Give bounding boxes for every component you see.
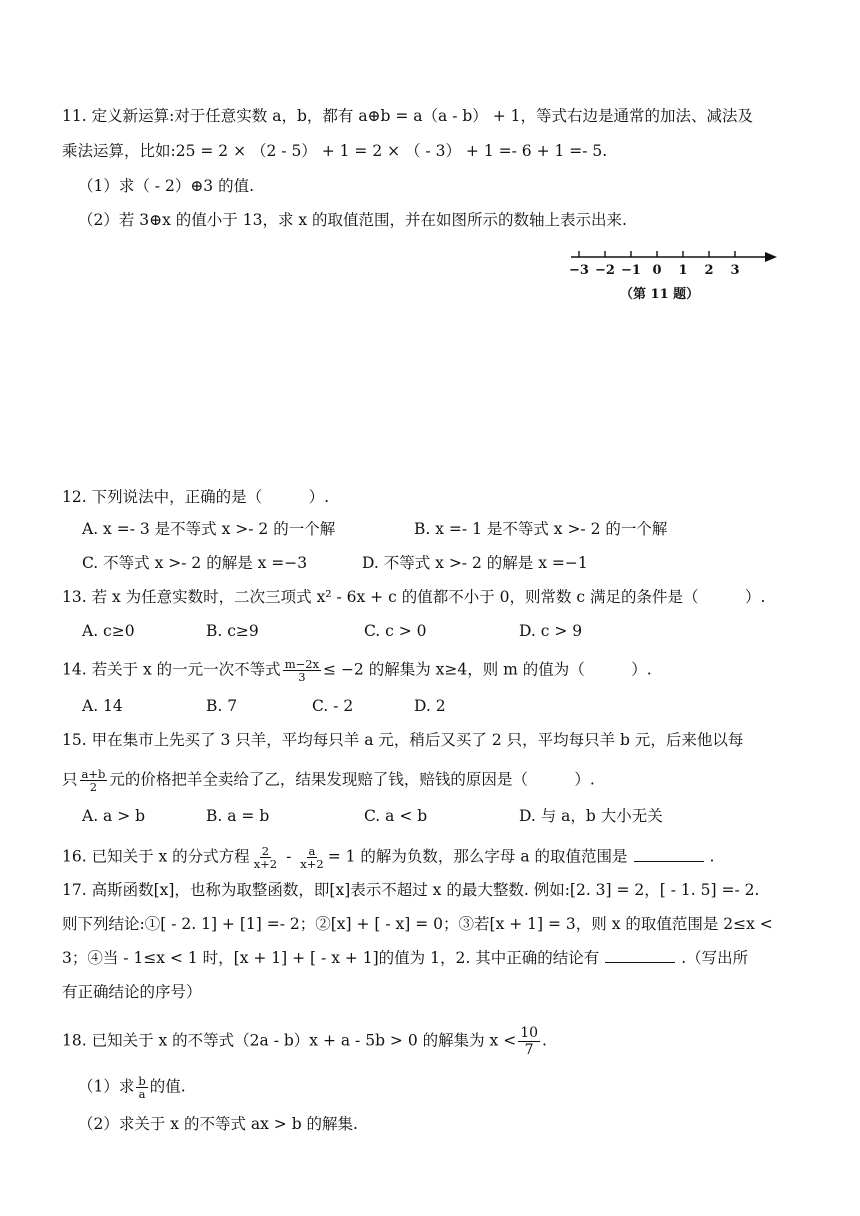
q13-option-b: B. c≥9 bbox=[206, 622, 259, 640]
q16-fraction-2-numerator: a bbox=[308, 844, 316, 858]
q16-fraction-1 bbox=[252, 845, 279, 870]
q15-option-d: D. 与 a，b 大小无关 bbox=[519, 807, 663, 825]
q14-stem-after: ≤ −2 的解集为 x≥4，则 m 的值为（ ）. bbox=[323, 660, 652, 679]
q13-option-d: D. c > 9 bbox=[519, 622, 583, 640]
q18-stem bbox=[62, 1025, 547, 1058]
q18-stem-before: 18. 已知关于 x 的不等式（2a - b）x + a - 5b > 0 的解集为 x < bbox=[62, 1031, 517, 1050]
q16-stem-end: . bbox=[709, 847, 715, 866]
q12-stem: 12. 下列说法中，正确的是（ ）. bbox=[62, 488, 330, 506]
q18-part-1 bbox=[78, 1075, 186, 1100]
number-line-tick-label: −2 bbox=[595, 263, 615, 278]
number-line-tick-label: −3 bbox=[569, 263, 589, 278]
q18-fraction-numerator: 10 bbox=[520, 1025, 539, 1041]
q18-part-1-denominator: a bbox=[138, 1087, 146, 1101]
q16-fraction-1-numerator: 2 bbox=[261, 844, 270, 858]
q14-stem bbox=[62, 658, 652, 683]
q13-option-a: A. c≥0 bbox=[82, 622, 135, 640]
q16-stem-after: = 1 的解为负数，那么字母 a 的取值范围是 bbox=[327, 847, 628, 866]
q18-fraction-denominator: 7 bbox=[524, 1042, 534, 1058]
q16-fraction-2-denominator: x+2 bbox=[300, 857, 324, 871]
q17-line-3-before: 3；④当 - 1≤x < 1 时，[x + 1] + [ - x + 1]的值为 1，2. 其中正确的结论有 bbox=[62, 949, 600, 967]
q15-option-a: A. a > b bbox=[82, 807, 146, 825]
q15-line-2-before: 只 bbox=[62, 770, 78, 789]
number-line-tick-label: −1 bbox=[621, 263, 641, 278]
q11-part-1: （1）求（ - 2）⊕3 的值. bbox=[78, 177, 255, 195]
q18-part-1-after: 的值. bbox=[149, 1077, 186, 1096]
q18-part-1-numerator: b bbox=[138, 1074, 146, 1088]
q15-line-2-after: 元的价格把羊全卖给了乙，结果发现赔了钱，赔钱的原因是（ ）. bbox=[109, 770, 595, 789]
q15-option-c: C. a < b bbox=[364, 807, 428, 825]
q18-fraction bbox=[518, 1025, 540, 1058]
q14-fraction-numerator: m−2x bbox=[284, 657, 320, 671]
q16-stem bbox=[62, 845, 714, 870]
q12-option-b: B. x =- 1 是不等式 x >- 2 的一个解 bbox=[414, 520, 668, 538]
q14-fraction-denominator: 3 bbox=[298, 670, 306, 684]
q11-line-2: 乘法运算，比如:25 = 2 × （2 - 5） + 1 = 2 × （ - 3） + 1 =- 6 + 1 =- 5. bbox=[62, 142, 608, 160]
q11-line-1: 11. 定义新运算:对于任意实数 a，b，都有 a⊕b = a（a - b） + 1，等式右边是通常的加法、减法及 bbox=[62, 107, 754, 125]
q13-option-c: C. c > 0 bbox=[364, 622, 427, 640]
q12-option-c: C. 不等式 x >- 2 的解是 x =−3 bbox=[82, 554, 308, 572]
number-line-tick-label: 0 bbox=[652, 263, 662, 278]
q15-line-2 bbox=[62, 768, 595, 793]
q18-part-1-fraction bbox=[136, 1075, 147, 1100]
q12-option-a: A. x =- 3 是不等式 x >- 2 的一个解 bbox=[82, 520, 336, 538]
q16-stem-before: 16. 已知关于 x 的分式方程 bbox=[62, 847, 250, 866]
q18-stem-after: . bbox=[542, 1031, 547, 1050]
q15-option-b: B. a = b bbox=[206, 807, 270, 825]
q17-line-4: 有正确结论的序号） bbox=[62, 983, 202, 1001]
q15-line-1: 15. 甲在集市上先买了 3 只羊，平均每只羊 a 元，稍后又买了 2 只，平均每只羊 b 元，后来他以每 bbox=[62, 731, 744, 749]
q14-option-b: B. 7 bbox=[206, 697, 238, 715]
number-line-tick-label: 2 bbox=[704, 263, 714, 278]
q15-fraction-denominator: 2 bbox=[89, 780, 98, 794]
q13-stem: 13. 若 x 为任意实数时，二次三项式 x² - 6x + c 的值都不小于 0，则常数 c 满足的条件是（ ）. bbox=[62, 588, 766, 606]
q14-option-d: D. 2 bbox=[414, 697, 446, 715]
q16-fraction-2 bbox=[298, 845, 325, 870]
q11-part-2: （2）若 3⊕x 的值小于 13，求 x 的取值范围，并在如图所示的数轴上表示出来. bbox=[78, 211, 627, 229]
q16-answer-blank[interactable] bbox=[634, 847, 704, 862]
number-line-tick-label: 3 bbox=[730, 263, 740, 278]
q14-fraction bbox=[283, 658, 321, 683]
q17-line-1: 17. 高斯函数[x]，也称为取整函数，即[x]表示不超过 x 的最大整数. 例如:[2. 3] = 2，[ - 1. 5] =- 2. bbox=[62, 881, 760, 899]
number-line-tick-label: 1 bbox=[678, 263, 688, 278]
q17-line-3-after: .（写出所 bbox=[681, 949, 749, 967]
q12-option-d: D. 不等式 x >- 2 的解是 x =−1 bbox=[362, 554, 588, 572]
q16-minus: - bbox=[281, 847, 297, 866]
q18-part-2: （2）求关于 x 的不等式 ax > b 的解集. bbox=[78, 1115, 358, 1133]
q15-fraction bbox=[80, 768, 108, 793]
q14-stem-before: 14. 若关于 x 的一元一次不等式 bbox=[62, 660, 281, 679]
q17-line-3 bbox=[62, 948, 748, 968]
q17-line-2: 则下列结论:①[ - 2. 1] + [1] =- 2；②[x] + [ - x] = 0；③若[x + 1] = 3，则 x 的取值范围是 2≤x < bbox=[62, 915, 773, 933]
q17-answer-blank[interactable] bbox=[605, 948, 675, 963]
q14-option-c: C. - 2 bbox=[312, 697, 354, 715]
q18-part-1-before: （1）求 bbox=[78, 1077, 135, 1096]
q14-option-a: A. 14 bbox=[82, 697, 123, 715]
q15-fraction-numerator: a+b bbox=[81, 767, 106, 781]
number-line-arrow bbox=[765, 252, 777, 262]
figure-caption: （第 11 题） bbox=[620, 287, 700, 302]
q16-fraction-1-denominator: x+2 bbox=[253, 857, 278, 871]
